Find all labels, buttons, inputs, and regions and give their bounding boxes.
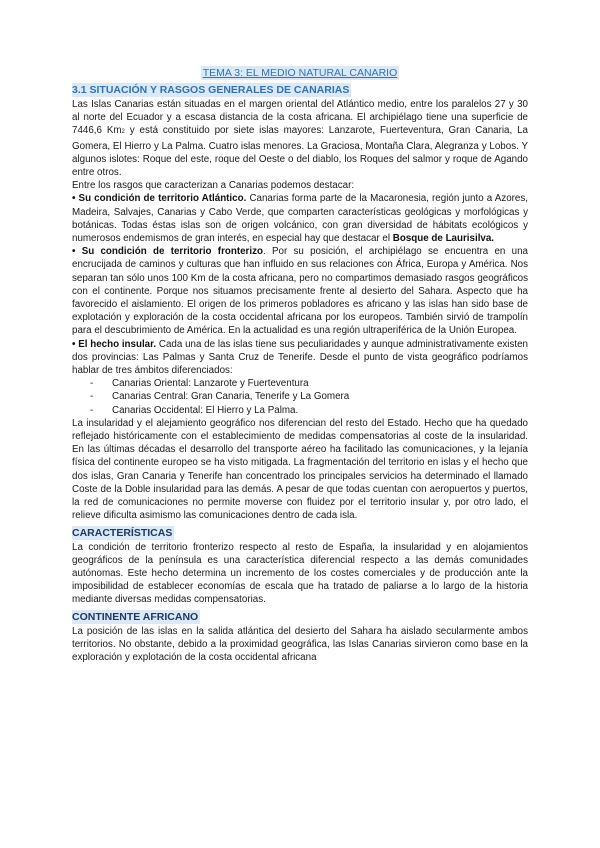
paragraph-insularidad: La insularidad y el alejamiento geográfico nos diferencian del resto del Estado. Hecho que ha quedado reflejado históricamente con el establecimiento de medidas compensatorias al coste de la insularidad. En las últimas décadas el desarrollo del transporte aéreo ha facilitado las comunicaciones, y la lejanía física del continente europeo se ha visto mitigada. La fragmentación del territorio en islas y el hecho que dos islas, Gran Canaria y Tenerife han concentrado los principales servicios ha determinado el llamado Coste de la Doble insularidad para las demás. A pesar de que todas cuentan con aeropuertos y puertos, la red de comunicaciones no permite moverse con fluidez por el territorio insular y, por otro lado, el relieve dificulta asimismo las comunicaciones dentro de cada isla. <box>72 417 528 522</box>
section-heading-continente: CONTINENTE AFRICANO <box>72 610 199 623</box>
bullet-fronterizo-label: • Su condición de territorio fronterizo <box>72 246 263 258</box>
bullet-atlantico-bold-end: Bosque de Laurisilva. <box>392 233 495 245</box>
paragraph-rasgos: Entre los rasgos que caracterizan a Canarias podemos destacar: <box>72 180 355 192</box>
paragraph-continente: La posición de las islas en la salida atlántica del desierto del Sahara ha aislado secularmente ambos territorios. No obstante, debido a la proximidad geográfica, las Islas Canarias sirvieron como base en la exploración y explotación de la costa occidental africana <box>72 625 528 663</box>
bullet-insular-text: Cada una de las islas tiene sus peculiaridades y aunque administrativamente existen dos provincias: Las Palmas y Santa Cruz de Tenerife. Desde el punto de vista geográfico podríamos hablar de tres ámbitos diferenciados: <box>72 338 528 377</box>
document-title: TEMA 3: EL MEDIO NATURAL CANARIO <box>202 67 398 79</box>
list-item: - Canarias Oriental: Lanzarote y Fuerteventura <box>90 377 528 390</box>
intro-text-a: Las Islas Canarias están situadas en el margen oriental del Atlántico medio, entre los paralelos 27 y 30 al norte del Ecuador y a escasa distancia de la costa africana. El archipiélago tiene una superficie de 7446,6 Km <box>72 99 528 137</box>
ambitos-list <box>72 377 528 417</box>
bullet-atlantico-text: Canarias forma parte de la Macaronesia, región junto a Azores, Madeira, Salvajes, Canarias y Cabo Verde, que comparten características geológicas y morfológicas y botánicas. Todas éstas islas son de origen volcánico, con gran diversidad de hábitats ecológicos y numerosos endemismos de gran interés, en especial hay que destacar el <box>72 193 528 245</box>
intro-text-b: y está constituido por siete islas mayores: Lanzarote, Fuerteventura, Gran Canaria, La Gomera, El Hierro y La Palma. Cuatro islas menores. La Graciosa, Montaña Clara, Alegranza y Lobos. Y algunos islotes: Roque del este, roque del Oeste o del diablo, los Roques del salmor y roque de Agando entre otros. <box>72 125 528 179</box>
paragraph-caracteristicas: La condición de territorio fronterizo respecto al resto de España, la insularidad y en alojamientos geográficos de la península es una característica diferencial respecto a las demás comunidades autónomas. Este hecho determina un incremento de los costes comerciales y de producción ante la imposibilidad de establecer economías de escala que ha tratado de paliarse a lo largo de la historia mediante diversas medidas compensatorias. <box>72 541 528 606</box>
superscript-2: 2 <box>121 129 125 136</box>
paragraph-intro <box>72 98 528 179</box>
bullet-fronterizo <box>72 245 528 337</box>
section-heading-caracteristicas: CARACTERÍSTICAS <box>72 526 173 539</box>
bullet-insular-label: • El hecho insular. <box>72 338 157 350</box>
bullet-insular <box>72 338 528 378</box>
bullet-atlantico-label: • Su condición de territorio Atlántico. <box>72 193 247 205</box>
document-page <box>72 66 528 664</box>
list-item: - Canarias Occidental: El Hierro y La Palma. <box>90 404 528 417</box>
bullet-fronterizo-text: . Por su posición, el archipiélago se encuentra en una encrucijada de caminos y culturas que han influido en sus relaciones con África, Europa y América. Nos separan tan sólo unos 100 Km de la costa africana, pero no compartimos demasiado rasgos geográficos con el continente. Porque nos situamos precisamente frente al desierto del Sahara. Aspecto que ha favorecido el aislamiento. El origen de los primeros pobladores es africano y las islas han sido base de explotación y exploración de la costa occidental africana por los europeos. También sirvió de trampolín para el descubrimiento de América. En la actualidad es una región ultraperiférica de la Unión Europea. <box>72 246 528 337</box>
section-heading-situacion: 3.1 SITUACIÓN Y RASGOS GENERALES DE CANARIAS <box>72 84 350 96</box>
list-item: - Canarias Central: Gran Canaria, Tenerife y La Gomera <box>90 390 528 403</box>
bullet-atlantico <box>72 192 528 245</box>
